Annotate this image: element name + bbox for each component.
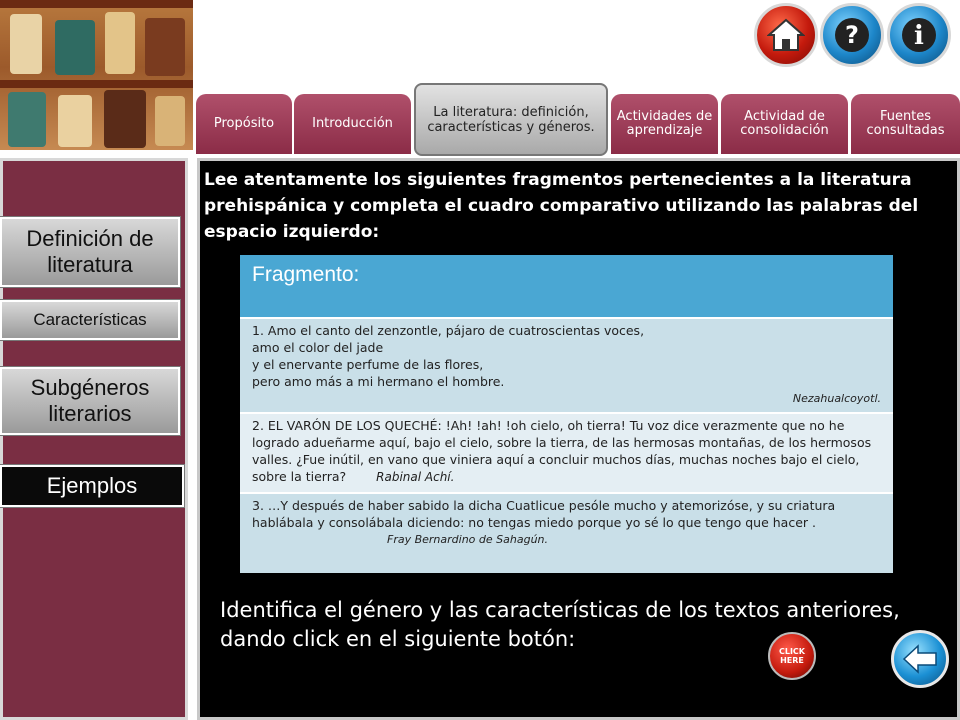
arrow-left-icon	[902, 644, 938, 674]
info-icon	[899, 15, 939, 55]
mural-figure	[145, 18, 185, 76]
sidebar-item-label: Subgéneros literarios	[30, 375, 150, 426]
tab-label: La literatura: definición, características y géneros.	[427, 104, 595, 135]
header-mural-image	[0, 0, 193, 150]
table-header	[240, 255, 893, 317]
back-button[interactable]	[891, 630, 949, 688]
svg-text:?: ?	[845, 21, 859, 49]
tab-literatura[interactable]	[414, 83, 608, 156]
sidebar-item-subgeneros[interactable]	[0, 367, 180, 435]
mural-band	[0, 0, 193, 8]
click-button-label: CLICK HERE	[778, 647, 805, 665]
mural-figure	[55, 20, 95, 75]
mural-figure	[8, 92, 46, 147]
tab-label: Fuentes consultadas	[866, 109, 945, 138]
fragment-line: 1. Amo el canto del zenzontle, pájaro de cuatroscientas voces,	[252, 323, 645, 338]
sidebar-item-caracteristicas[interactable]	[0, 300, 180, 340]
fragment-line: pero amo más a mi hermano el hombre.	[252, 374, 505, 389]
sidebar-item-label: Ejemplos	[46, 473, 138, 498]
fragment-author: Nezahualcoyotl.	[792, 392, 881, 405]
sidebar-item-label: Definición de literatura	[26, 226, 154, 277]
tab-consolidacion[interactable]	[721, 94, 848, 154]
click-here-button[interactable]	[768, 632, 816, 680]
tab-actividades[interactable]	[611, 94, 718, 154]
tab-label: Actividad de consolidación	[740, 109, 829, 138]
home-icon	[767, 18, 805, 52]
fragment-author: Rabinal Achí.	[376, 470, 455, 484]
home-button[interactable]	[754, 3, 818, 67]
question-icon	[832, 15, 872, 55]
table-row	[240, 412, 893, 492]
table-row	[240, 492, 893, 573]
mural-band	[0, 80, 193, 88]
table-row	[240, 317, 893, 412]
tab-label: Actividades de aprendizaje	[616, 109, 713, 138]
tab-fuentes[interactable]	[851, 94, 960, 154]
help-button[interactable]	[820, 3, 884, 67]
sidebar-item-definicion[interactable]	[0, 217, 180, 287]
fragment-author: Fray Bernardino de Sahagún.	[387, 533, 549, 546]
tab-proposito[interactable]	[196, 94, 292, 154]
svg-text:i: i	[914, 21, 924, 51]
fragment-line: amo el color del jade	[252, 340, 384, 355]
mural-figure	[105, 12, 135, 74]
mural-figure	[10, 14, 42, 74]
info-button[interactable]	[887, 3, 951, 67]
mural-figure	[58, 95, 92, 147]
tab-introduccion[interactable]	[294, 94, 411, 154]
tab-label: Introducción	[312, 116, 393, 131]
sidebar-item-label: Características	[33, 310, 147, 329]
mural-figure	[104, 90, 146, 148]
table-header-label: Fragmento:	[252, 263, 360, 286]
mural-figure	[155, 96, 185, 146]
fragment-text: 3. …Y después de haber sabido la dicha Cuatlicue pesóle mucho y atemorizóse, y su criatura hablábala y consolábala diciendo: no tengas miedo porque yo sé lo que tengo que hacer .	[252, 498, 836, 530]
question-text: Identifica el género y las características de los textos anteriores, dando click en el siguiente botón:	[220, 598, 900, 651]
tab-label: Propósito	[213, 116, 275, 131]
sidebar-item-ejemplos[interactable]	[0, 465, 184, 507]
fragments-table	[240, 255, 893, 573]
fragment-text: 2. EL VARÓN DE LOS QUECHÉ: !Ah! !ah! !oh cielo, oh tierra! Tu voz dice verazmente que no he logrado adueñarme aquí, bajo el cielo, sobre la tierra, de las hermosas montañas, de los hermosos valles. ¿Fue inútil, en vano que viniera aquí a concluir muchos días, muchas noches bajo el cielo, sobre la tierra?	[252, 418, 872, 484]
instruction-text: Lee atentamente los siguientes fragmentos pertenecientes a la literatura prehispánica y completa el cuadro comparativo utilizando las palabras del espacio izquierdo:	[204, 170, 919, 242]
fragment-line: y el enervante perfume de las flores,	[252, 357, 484, 372]
